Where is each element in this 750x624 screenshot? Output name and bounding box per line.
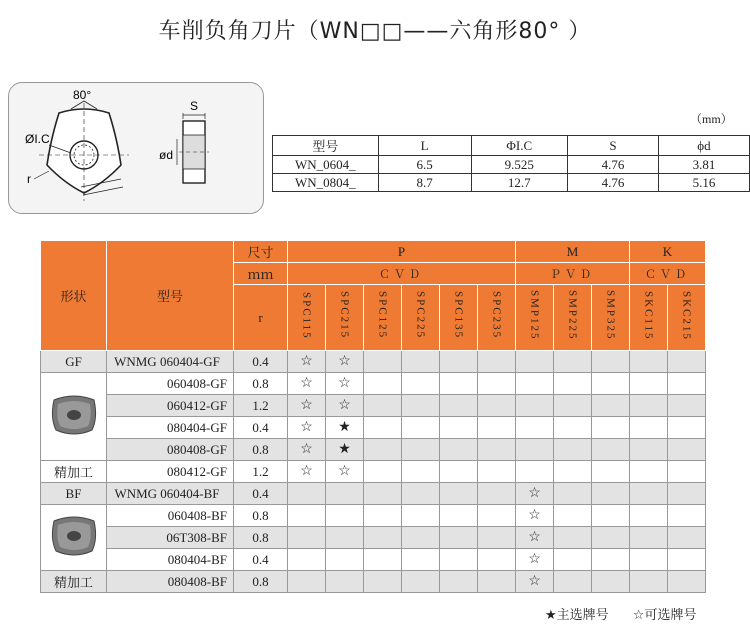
- group-k-header: K: [630, 241, 706, 263]
- grade-mark-cell: ☆: [326, 351, 364, 373]
- radius-cell: 0.8: [234, 527, 288, 549]
- grade-mark-cell: [364, 373, 402, 395]
- grade-mark-cell: [592, 571, 630, 593]
- grade-mark-cell: [402, 417, 440, 439]
- shape-header: 形状: [41, 241, 107, 351]
- insert-drawing: [9, 83, 263, 213]
- grade-mark-cell: [326, 549, 364, 571]
- grade-mark-cell: [516, 417, 554, 439]
- model-cell: 080408-BF: [107, 571, 234, 593]
- grade-mark-cell: [364, 527, 402, 549]
- grade-mark-cell: [478, 373, 516, 395]
- grade-mark-cell: [364, 461, 402, 483]
- grade-header: SPC125: [376, 291, 389, 340]
- grade-mark-cell: [440, 483, 478, 505]
- grade-mark-cell: [440, 395, 478, 417]
- grade-mark-cell: [592, 439, 630, 461]
- grade-mark-cell: [402, 439, 440, 461]
- grade-mark-cell: [440, 373, 478, 395]
- grade-mark-cell: [630, 461, 668, 483]
- radius-cell: 0.4: [234, 549, 288, 571]
- grade-mark-cell: ☆: [288, 395, 326, 417]
- grade-mark-cell: [288, 505, 326, 527]
- model-cell: 060408-BF: [107, 505, 234, 527]
- grade-mark-cell: [554, 373, 592, 395]
- model-cell: 060412-GF: [107, 395, 234, 417]
- dim-header-s: S: [567, 136, 658, 156]
- grade-mark-cell: [668, 461, 706, 483]
- grade-mark-cell: [478, 483, 516, 505]
- grade-mark-cell: [402, 461, 440, 483]
- grade-mark-cell: ☆: [516, 483, 554, 505]
- model-cell: 080408-GF: [107, 439, 234, 461]
- grade-mark-cell: ☆: [516, 527, 554, 549]
- model-cell: 080404-GF: [107, 417, 234, 439]
- dim-cell: WN_0804_: [273, 174, 379, 192]
- grade-mark-cell: [364, 571, 402, 593]
- grade-mark-cell: [554, 417, 592, 439]
- dim-cell: 5.16: [658, 174, 749, 192]
- grade-header: SPC215: [338, 291, 351, 340]
- legend-optional: ☆可选牌号: [632, 608, 697, 623]
- dim-cell: 12.7: [471, 174, 567, 192]
- dim-cell: 3.81: [658, 156, 749, 174]
- table-row: [41, 571, 706, 593]
- grade-mark-cell: [668, 351, 706, 373]
- grade-mark-cell: [326, 483, 364, 505]
- model-header: 型号: [107, 241, 234, 351]
- dim-header-model: 型号: [273, 136, 379, 156]
- grade-mark-cell: [668, 549, 706, 571]
- d-label: ød: [159, 148, 174, 162]
- grade-mark-cell: [668, 439, 706, 461]
- shape-cell: GF: [41, 351, 107, 373]
- table-row: [41, 549, 706, 571]
- grade-mark-cell: [440, 351, 478, 373]
- grade-mark-cell: [668, 505, 706, 527]
- radius-cell: 0.4: [234, 417, 288, 439]
- grade-header: SPC115: [300, 291, 313, 340]
- grade-table-body: [41, 351, 706, 593]
- grade-mark-cell: [440, 549, 478, 571]
- grade-mark-cell: [478, 461, 516, 483]
- grade-mark-cell: [516, 439, 554, 461]
- table-row: [41, 373, 706, 395]
- grade-header: SPC135: [452, 291, 465, 340]
- grade-mark-cell: [630, 439, 668, 461]
- grade-mark-cell: ☆: [516, 505, 554, 527]
- table-row: [273, 156, 750, 174]
- dimension-header-row: [273, 136, 750, 156]
- grade-mark-cell: ★: [326, 417, 364, 439]
- bf-insert-image: [41, 505, 107, 571]
- grade-mark-cell: [402, 395, 440, 417]
- grade-mark-cell: [364, 417, 402, 439]
- grade-mark-cell: [630, 395, 668, 417]
- table-row: [41, 395, 706, 417]
- grade-mark-cell: ☆: [288, 373, 326, 395]
- table-row: [41, 527, 706, 549]
- grade-mark-cell: [516, 461, 554, 483]
- grade-mark-cell: [668, 483, 706, 505]
- grade-header: SPC225: [414, 291, 427, 340]
- grade-mark-cell: [554, 505, 592, 527]
- grade-mark-cell: [554, 571, 592, 593]
- grade-mark-cell: [630, 571, 668, 593]
- radius-cell: 0.4: [234, 351, 288, 373]
- process-p-header: ＣＶＤ: [288, 263, 516, 285]
- grade-mark-cell: [402, 351, 440, 373]
- table-row: [41, 439, 706, 461]
- radius-cell: 0.4: [234, 483, 288, 505]
- radius-cell: 0.8: [234, 373, 288, 395]
- grade-mark-cell: [478, 417, 516, 439]
- dim-header-ic: ΦI.C: [471, 136, 567, 156]
- grade-mark-cell: [440, 461, 478, 483]
- dim-cell: WN_0604_: [273, 156, 379, 174]
- grade-mark-cell: [364, 549, 402, 571]
- table-row: [41, 417, 706, 439]
- radius-cell: 1.2: [234, 395, 288, 417]
- grade-mark-cell: [364, 505, 402, 527]
- grade-mark-cell: [630, 417, 668, 439]
- grade-mark-cell: [288, 549, 326, 571]
- table-row: [41, 461, 706, 483]
- gf-insert-image: [41, 373, 107, 461]
- table-row: [41, 351, 706, 373]
- r-label: r: [27, 172, 31, 186]
- grade-header: SMP125: [528, 290, 541, 341]
- grade-mark-cell: [554, 483, 592, 505]
- unit-label: （mm）: [690, 112, 733, 126]
- grade-header: SKC115: [642, 290, 655, 341]
- model-cell: 06T308-BF: [107, 527, 234, 549]
- grade-mark-cell: [668, 373, 706, 395]
- grade-mark-cell: [668, 527, 706, 549]
- mm-header: ｍｍ: [234, 263, 288, 285]
- dim-cell: 8.7: [378, 174, 471, 192]
- grade-header: SPC235: [490, 291, 503, 340]
- grade-mark-cell: [364, 483, 402, 505]
- grade-mark-cell: [440, 439, 478, 461]
- radius-cell: 0.8: [234, 505, 288, 527]
- grade-mark-cell: [592, 527, 630, 549]
- page-title: 车削负角刀片（WN□□——六角形80° ）: [158, 19, 592, 44]
- grade-mark-cell: ☆: [516, 571, 554, 593]
- grade-mark-cell: [592, 505, 630, 527]
- grade-mark-cell: [630, 527, 668, 549]
- dim-header-d: ϕd: [658, 136, 749, 156]
- grade-mark-cell: [630, 483, 668, 505]
- model-cell: WNMG 060404-BF: [107, 483, 234, 505]
- grade-mark-cell: [402, 483, 440, 505]
- grade-mark-cell: [364, 395, 402, 417]
- grade-mark-cell: [478, 527, 516, 549]
- grade-mark-cell: [630, 505, 668, 527]
- grade-mark-cell: [402, 527, 440, 549]
- grade-mark-cell: [668, 417, 706, 439]
- dim-cell: 4.76: [567, 156, 658, 174]
- grade-mark-cell: ☆: [326, 395, 364, 417]
- shape-cell: BF: [41, 483, 107, 505]
- table-row: [273, 174, 750, 192]
- grade-mark-cell: [554, 549, 592, 571]
- grade-mark-cell: [440, 527, 478, 549]
- grade-mark-cell: [326, 571, 364, 593]
- size-header: 尺寸: [234, 241, 288, 263]
- grade-mark-cell: [478, 571, 516, 593]
- grade-mark-cell: [288, 483, 326, 505]
- process-m-header: ＰＶＤ: [516, 263, 630, 285]
- grade-mark-cell: [554, 395, 592, 417]
- model-cell: 080404-BF: [107, 549, 234, 571]
- grade-mark-cell: [554, 527, 592, 549]
- s-label: S: [190, 99, 199, 113]
- grade-mark-cell: [630, 549, 668, 571]
- grade-mark-cell: ☆: [288, 461, 326, 483]
- grade-mark-cell: [478, 549, 516, 571]
- grade-mark-cell: [478, 395, 516, 417]
- dim-cell: 9.525: [471, 156, 567, 174]
- table-row: [41, 483, 706, 505]
- grade-mark-cell: [516, 395, 554, 417]
- grade-mark-cell: ☆: [326, 461, 364, 483]
- grade-mark-cell: [592, 395, 630, 417]
- grade-mark-cell: [554, 461, 592, 483]
- grade-mark-cell: [630, 351, 668, 373]
- grade-mark-cell: [288, 571, 326, 593]
- grade-mark-cell: [402, 549, 440, 571]
- table-row: [41, 505, 706, 527]
- grade-mark-cell: [592, 461, 630, 483]
- grade-header: SMP225: [566, 290, 579, 341]
- r-header: r: [234, 285, 288, 351]
- grade-mark-cell: [592, 417, 630, 439]
- radius-cell: 0.8: [234, 439, 288, 461]
- grade-mark-cell: [402, 505, 440, 527]
- grade-mark-cell: [668, 395, 706, 417]
- grade-mark-cell: [478, 439, 516, 461]
- grade-mark-cell: [326, 527, 364, 549]
- model-cell: 060408-GF: [107, 373, 234, 395]
- grade-mark-cell: ☆: [516, 549, 554, 571]
- grade-mark-cell: [554, 351, 592, 373]
- grade-mark-cell: [630, 373, 668, 395]
- grade-mark-cell: [592, 351, 630, 373]
- grade-mark-cell: [440, 417, 478, 439]
- grade-table: [40, 240, 706, 593]
- grade-mark-cell: [516, 373, 554, 395]
- shape-cell: 精加工: [41, 571, 107, 593]
- grade-mark-cell: [592, 373, 630, 395]
- grade-mark-cell: [440, 571, 478, 593]
- grade-mark-cell: ☆: [288, 351, 326, 373]
- grade-mark-cell: [440, 505, 478, 527]
- dim-cell: 6.5: [378, 156, 471, 174]
- grade-mark-cell: [592, 549, 630, 571]
- model-cell: WNMG 060404-GF: [107, 351, 234, 373]
- grade-mark-cell: ☆: [288, 439, 326, 461]
- grade-mark-cell: ☆: [326, 373, 364, 395]
- grade-mark-cell: [592, 483, 630, 505]
- legend-main: ★主选牌号: [545, 608, 609, 623]
- model-cell: 080412-GF: [107, 461, 234, 483]
- grade-mark-cell: ☆: [288, 417, 326, 439]
- grade-mark-cell: [554, 439, 592, 461]
- grade-mark-cell: [402, 373, 440, 395]
- ic-label: ØI.C: [25, 132, 50, 146]
- grade-mark-cell: [478, 505, 516, 527]
- grade-mark-cell: [364, 351, 402, 373]
- angle-label: 80°: [73, 88, 92, 102]
- grade-mark-cell: [402, 571, 440, 593]
- insert-diagram: [8, 82, 264, 214]
- grade-mark-cell: [516, 351, 554, 373]
- group-m-header: M: [516, 241, 630, 263]
- grade-mark-cell: [364, 439, 402, 461]
- grade-header: SMP325: [604, 290, 617, 341]
- grade-mark-cell: [668, 571, 706, 593]
- radius-cell: 1.2: [234, 461, 288, 483]
- dim-cell: 4.76: [567, 174, 658, 192]
- shape-cell: 精加工: [41, 461, 107, 483]
- grade-mark-cell: [326, 505, 364, 527]
- dim-header-l: L: [378, 136, 471, 156]
- grade-mark-cell: [288, 527, 326, 549]
- grade-header: SKC215: [680, 290, 693, 341]
- legend: [545, 604, 716, 623]
- radius-cell: 0.8: [234, 571, 288, 593]
- grade-mark-cell: [478, 351, 516, 373]
- grade-mark-cell: ★: [326, 439, 364, 461]
- dimension-table: [272, 135, 750, 192]
- group-p-header: P: [288, 241, 516, 263]
- process-k-header: ＣＶＤ: [630, 263, 706, 285]
